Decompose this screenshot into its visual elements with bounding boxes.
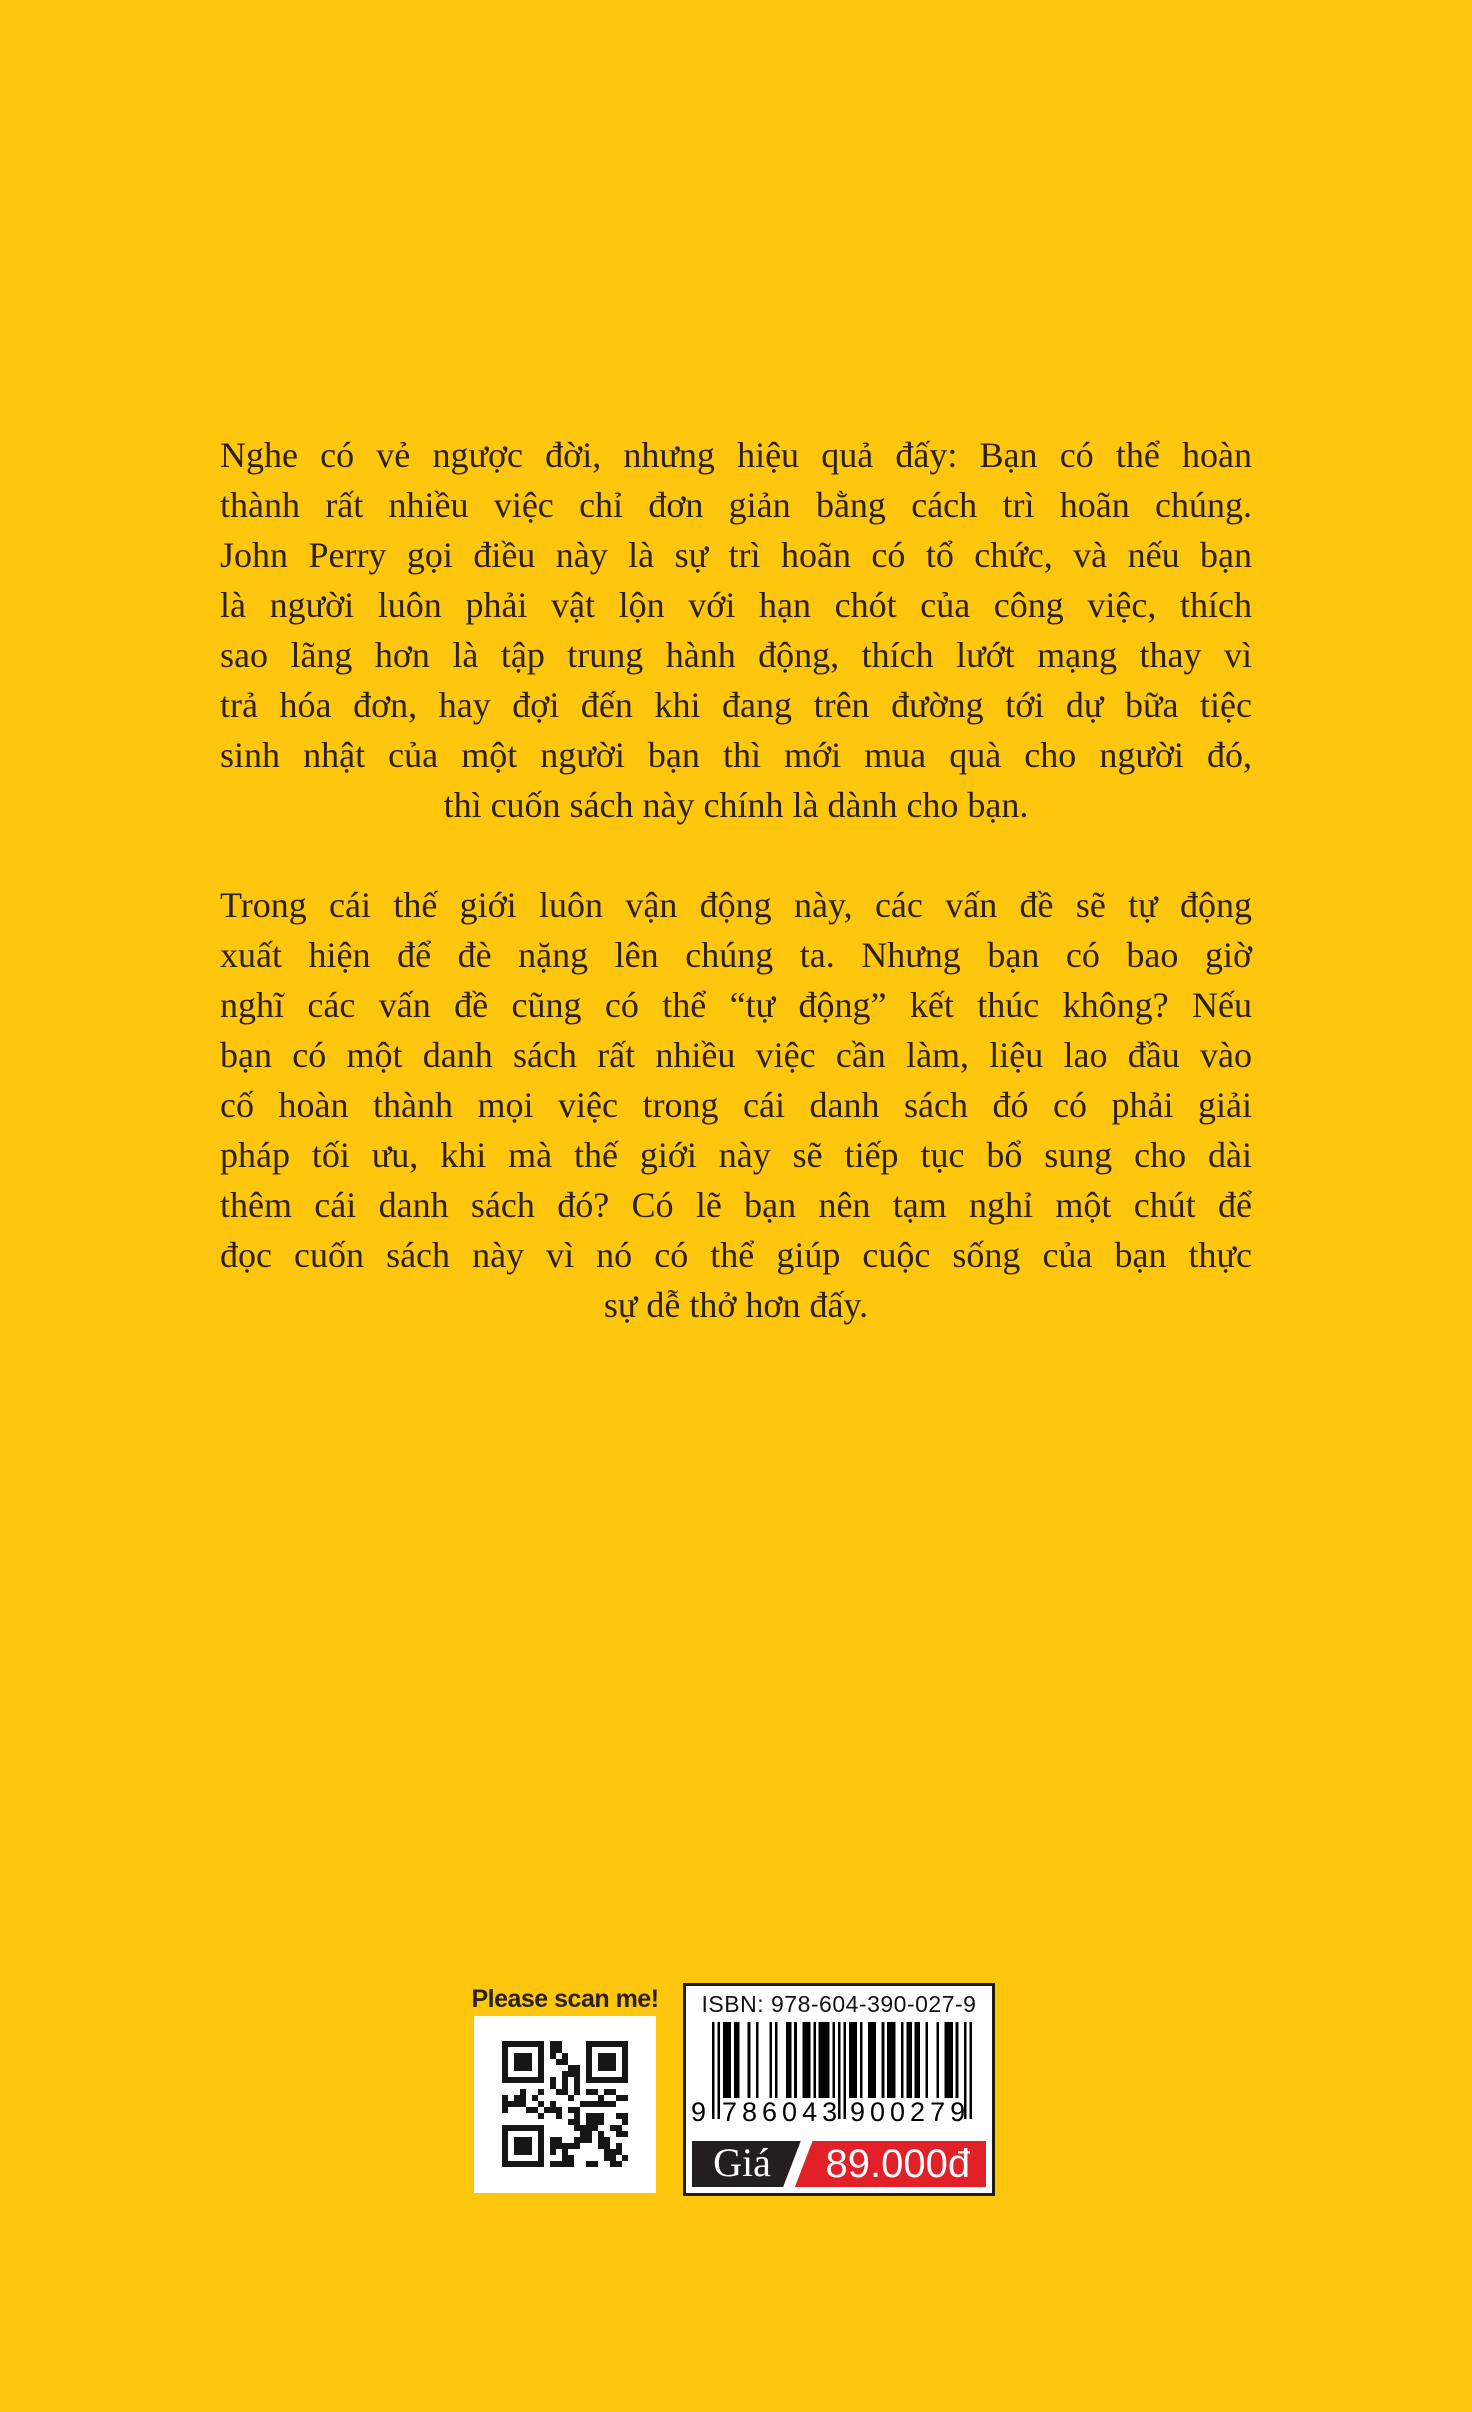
- blurb-line: sinh nhật của một người bạn thì mới mua quà cho người đó,: [220, 735, 1252, 775]
- isbn-panel: [683, 1983, 995, 2196]
- price-band: [692, 2141, 986, 2187]
- blurb-line: pháp tối ưu, khi mà thế giới này sẽ tiếp tục bổ sung cho dài: [220, 1135, 1252, 1175]
- qr-caption: Please scan me!: [471, 1985, 659, 2013]
- blurb-line: đọc cuốn sách này vì nó có thể giúp cuộc sống của bạn thực: [220, 1235, 1252, 1275]
- blurb-paragraph-2: [220, 880, 1252, 1330]
- price-label: Giá: [713, 2140, 771, 2185]
- blurb-line: bạn có một danh sách rất nhiều việc cần làm, liệu lao đầu vào: [220, 1035, 1252, 1075]
- back-cover-blurb: [220, 430, 1252, 1330]
- blurb-line: nghĩ các vấn đề cũng có thể “tự động” kết thúc không? Nếu: [220, 985, 1252, 1025]
- barcode-digits-right: 900279: [850, 2097, 971, 2127]
- blurb-line: cố hoàn thành mọi việc trong cái danh sách đó có phải giải: [220, 1085, 1252, 1125]
- blurb-line: thêm cái danh sách đó? Có lẽ bạn nên tạm nghỉ một chút để: [220, 1185, 1252, 1225]
- blurb-line: Trong cái thế giới luôn vận động này, các vấn đề sẽ tự động: [220, 885, 1252, 925]
- blurb-line: John Perry gọi điều này là sự trì hoãn có tổ chức, và nếu bạn: [220, 535, 1252, 575]
- blurb-paragraph-1: [220, 430, 1252, 830]
- barcode-digit-first: 9: [691, 2097, 707, 2127]
- blurb-line: Nghe có vẻ ngược đời, nhưng hiệu quả đấy: Bạn có thể hoàn: [220, 435, 1252, 475]
- blurb-line: xuất hiện để đè nặng lên chúng ta. Nhưng bạn có bao giờ: [220, 935, 1252, 975]
- qr-code-panel: [474, 2016, 656, 2193]
- qr-code-icon: [502, 2041, 628, 2167]
- blurb-line: là người luôn phải vật lộn với hạn chót của công việc, thích: [220, 585, 1252, 625]
- barcode-digits-left: 786043: [722, 2097, 843, 2127]
- blurb-line: sự dễ thở hơn đấy.: [603, 1285, 869, 1325]
- blurb-line: thành rất nhiều việc chỉ đơn giản bằng cách trì hoãn chúng.: [220, 485, 1252, 525]
- blurb-line: trả hóa đơn, hay đợi đến khi đang trên đường tới dự bữa tiệc: [220, 685, 1252, 725]
- isbn-number-label: ISBN: 978-604-390-027-9: [701, 1991, 977, 2017]
- price-value: 89.000đ: [825, 2142, 971, 2186]
- blurb-line: thì cuốn sách này chính là dành cho bạn.: [443, 785, 1029, 825]
- blurb-line: sao lãng hơn là tập trung hành động, thích lướt mạng thay vì: [220, 635, 1252, 675]
- barcode-digits: [686, 2097, 992, 2125]
